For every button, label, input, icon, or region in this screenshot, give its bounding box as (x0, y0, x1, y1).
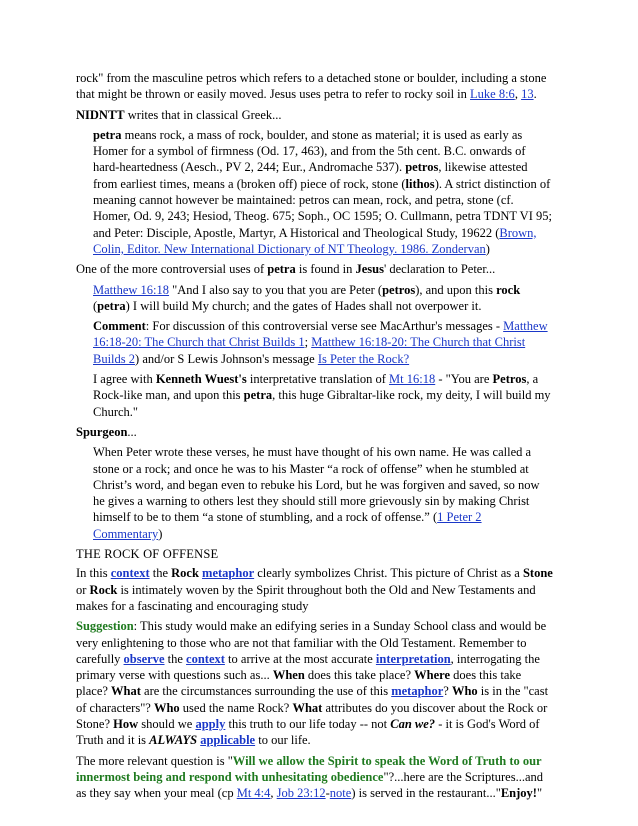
text: ) is served in the restaurant..." (351, 786, 501, 801)
text: When Peter wrote these verses, he must have thought of his own name. He was called a stone or a rock; and once he was to his Master “a rock of offense” when he stumbled at Christ’s word, and began even to rebuke his Lord, but he was forgiven and saved, so now he gives a warning to others lest they should still more grievously sin by making Christ himself to be to them “a stone of stumbling, and a rock of offense.” ( (93, 445, 540, 525)
source-name: NIDNTT (76, 107, 125, 122)
text: is found in (295, 262, 356, 277)
text: - it is God's Word of Truth and it is (76, 716, 540, 748)
text: rock" from the masculine petros which refers to a detached stone or boulder, including a stone that might be thrown or easily moved. Jesus uses petra to refer to rocky soil in (76, 71, 547, 102)
term-stone: Stone (522, 566, 553, 581)
text: ) (158, 526, 163, 541)
term-lithos: lithos (405, 176, 435, 191)
text: : This study would make an edifying series in a Sunday School class and would be very enlightening to those who are not that familiar with the Old Testament. Remember to carefully (76, 619, 547, 666)
text: - "You are (435, 372, 493, 387)
name-kenneth-wuest: Kenneth Wuest's (155, 372, 247, 387)
suggestion-label: Suggestion (76, 619, 134, 634)
term-petra: petra (93, 127, 122, 142)
text: means rock, a mass of rock, boulder, and stone as material; it is used as early as Homer for a symbol of firmness (Od. 17, 463), and from the 5th cent. B.C. onwards of hard-heartedness (Aesch., PV 2, 244; Eur., Andromache 537). (93, 127, 526, 175)
name-jesus: Jesus (355, 262, 384, 277)
text: are the circumstances surrounding the use of this (140, 684, 392, 699)
link-is-peter-the-rock[interactable]: Is Peter the Rock? (317, 351, 410, 366)
text: In this (76, 566, 111, 581)
term-petra: petra (267, 262, 296, 277)
link-note[interactable]: note (329, 786, 352, 801)
link-luke-8-6[interactable]: Luke 8:6 (470, 87, 515, 102)
highlighted-question: Will we allow the Spirit to speak the Word of Truth to our innermost being and respond with unhesitating obedience (76, 753, 542, 784)
quote-spurgeon (93, 444, 554, 542)
link-mt-16-18[interactable]: Mt 16:18 (389, 372, 436, 387)
term-rock: rock (496, 282, 521, 297)
text: - (325, 786, 330, 801)
comment-label: Comment (93, 319, 146, 334)
page-content (76, 70, 554, 805)
quote-matthew-16-18 (93, 282, 554, 315)
question-word: Where (414, 668, 451, 683)
text: One of the more controversial uses of (76, 262, 268, 277)
text: ), and upon this (415, 282, 497, 297)
quote-nidntt (93, 127, 554, 257)
text: used the name Rock? (179, 700, 293, 715)
question-word: What (292, 700, 323, 715)
text: ) (485, 241, 490, 256)
text: The more relevant question is " (76, 753, 233, 768)
term-rock: Rock (171, 566, 199, 581)
link-macarthur-message-2[interactable]: Matthew 16:18-20: The Church that Christ Builds 2 (93, 335, 526, 366)
text: , interrogating the primary verse with questions such as... (76, 651, 540, 683)
text: this truth to our life today -- not (225, 716, 391, 731)
text: , this huge Gibraltar-like rock, my deity, I will build my Church." (93, 388, 551, 419)
text: "?...here are the Scriptures...and as they say when your meal (cp (76, 769, 544, 801)
text: does this take place? (76, 668, 522, 699)
text: ? (443, 684, 452, 699)
link-context[interactable]: context (110, 566, 150, 581)
question-word: What (111, 684, 141, 699)
text: , (514, 87, 522, 102)
wuest-translation (93, 371, 554, 420)
text: ( (93, 298, 98, 313)
text: to our life. (255, 733, 311, 748)
text: the (149, 566, 172, 581)
link-apply[interactable]: apply (195, 716, 226, 731)
text: clearly symbolizes Christ. This picture of Christ as a (254, 566, 523, 581)
emphasis-enjoy: Enjoy! (500, 786, 537, 801)
term-petra: petra (243, 388, 273, 403)
section-heading: THE ROCK OF OFFENSE (76, 547, 219, 562)
link-luke-8-13[interactable]: 13 (521, 87, 534, 102)
text: ). A strict distinction of meaning cannot however be maintained: petros can mean, rock, and petra, stone (cf. Homer, Od. 9, 243; Hesiod, Theog. 675; Soph., OC 1595; O. Cullmann, petra TDNT VI 95; and Peter: Disciple, Apostle, Martyr, A Historical and Theological Study, 19622 ( (93, 176, 552, 240)
link-metaphor[interactable]: metaphor (391, 684, 444, 699)
paragraph-petros-petra (76, 70, 554, 103)
paragraph-nidntt-intro (76, 107, 554, 123)
link-observe[interactable]: observe (123, 651, 165, 666)
text: ) I will build My church; and the gates of Hades shall not overpower it. (125, 298, 482, 313)
link-job-23-12[interactable]: Job 23:12 (276, 786, 326, 801)
paragraph-suggestion (76, 618, 554, 748)
text: " (536, 786, 543, 801)
text: is intimately woven by the Spirit throughout both the Old and New Testaments and makes for a fascinating and encouraging study (76, 582, 536, 613)
paragraph-spurgeon (76, 424, 554, 440)
link-matthew-16-18[interactable]: Matthew 16:18 (93, 282, 170, 297)
comment-block (93, 318, 554, 367)
emphasis-always: ALWAYS (149, 733, 198, 748)
link-interpretation[interactable]: interpretation (375, 651, 451, 666)
link-context[interactable]: context (186, 651, 225, 666)
term-rock: Rock (89, 582, 118, 597)
text: ... (127, 424, 137, 439)
link-macarthur-message-1[interactable]: Matthew 16:18-20: The Church that Christ Builds 1 (93, 319, 548, 350)
link-mt-4-4[interactable]: Mt 4:4 (236, 786, 271, 801)
emphasis-can-we: Can we? (390, 716, 436, 731)
text: , a Rock-like man, and upon this (93, 372, 539, 403)
text: ' declaration to Peter... (383, 262, 496, 277)
term-petros: petros (382, 282, 416, 297)
term-petros: petros (405, 160, 439, 175)
term-petra: petra (97, 298, 126, 313)
text: : For discussion of this controversial verse see MacArthur's messages - (145, 319, 504, 334)
text: should we (138, 716, 196, 731)
link-applicable[interactable]: applicable (200, 733, 256, 748)
paragraph-controversial-use (76, 261, 554, 277)
question-word: Who (451, 684, 478, 699)
term-petros: Petros (492, 372, 527, 387)
text: I agree with (93, 372, 156, 387)
text: , (270, 786, 277, 801)
link-1-peter-2-commentary[interactable]: 1 Peter 2 Commentary (93, 510, 482, 541)
text: to arrive at the most accurate (224, 651, 376, 666)
text: "And I also say to you that you are Peter ( (169, 282, 383, 297)
text: . (533, 87, 537, 102)
paragraph-relevant-question (76, 753, 554, 802)
name-spurgeon: Spurgeon (76, 424, 128, 439)
text: is in the "cast of characters"? (76, 684, 549, 715)
text: ) and/or S Lewis Johnson's message (135, 351, 318, 366)
text: writes that in classical Greek... (124, 107, 282, 122)
text: the (164, 651, 187, 666)
question-word: How (113, 716, 139, 731)
paragraph-rock-metaphor (76, 565, 554, 614)
text: attributes do you discover about the Rock or Stone? (76, 700, 548, 731)
text: does this take place? (304, 668, 415, 683)
text: interpretative translation of (246, 372, 390, 387)
text: ; (304, 335, 312, 350)
link-metaphor[interactable]: metaphor (202, 566, 255, 581)
link-nidntt-citation[interactable]: Brown, Colin, Editor. New International Dictionary of NT Theology. 1986. Zondervan (93, 225, 537, 256)
question-word: When (272, 668, 305, 683)
text: , likewise attested from earliest times, means a (broken off) piece of rock, stone ( (93, 160, 528, 191)
question-word: Who (153, 700, 180, 715)
text: or (76, 582, 90, 597)
